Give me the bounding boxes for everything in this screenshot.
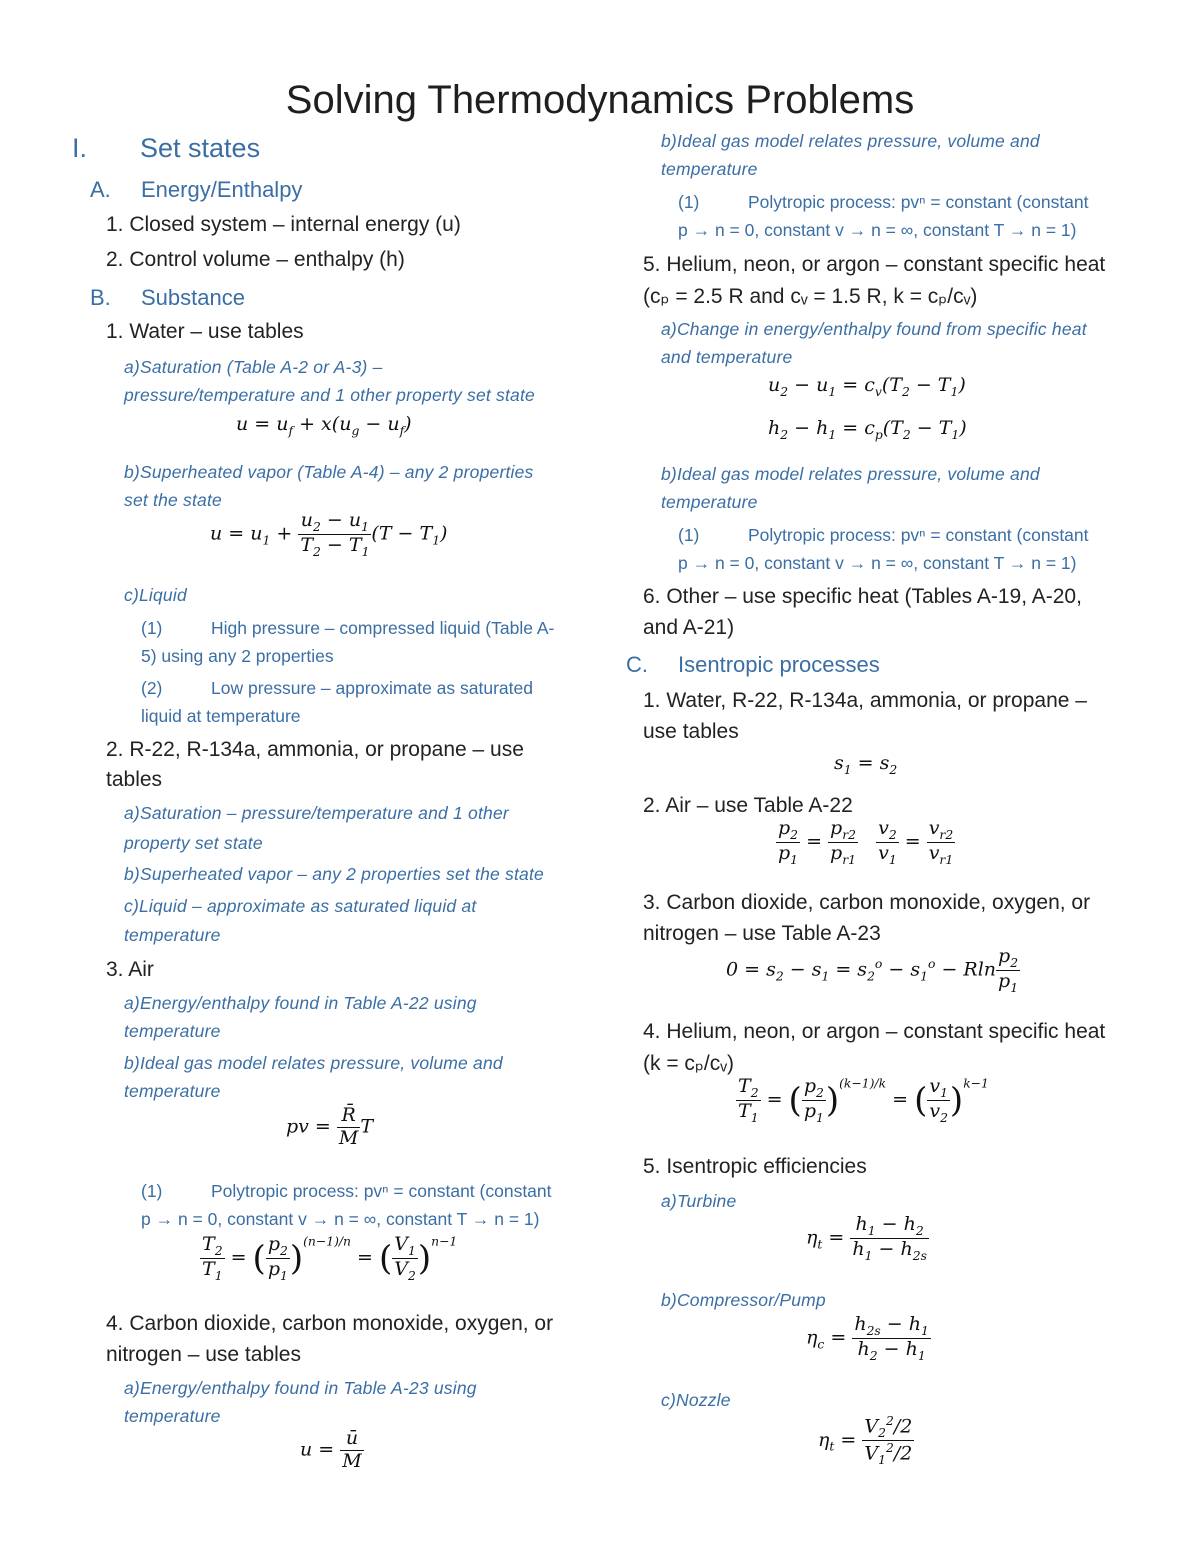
b5-energy-line1: a)Change in energy/enthalpy found from specific heat (661, 319, 1087, 339)
equation-delta-h: $h_2 - h_1 = c_p(T_2 - T_1)$ (768, 417, 967, 442)
section-i-heading: Set states (140, 133, 261, 163)
b3-idealgas-line1: b)Ideal gas model relates pressure, volume and (124, 1053, 503, 1073)
b2-liquid-line1: c)Liquid – approximate as saturated liquid at (124, 896, 477, 916)
item-c1-line2: use tables (643, 720, 739, 743)
c5-nozzle-label: c)Nozzle (661, 1390, 731, 1410)
item-c5: 5. Isentropic efficiencies (643, 1155, 867, 1178)
section-i-number: I. (72, 133, 88, 163)
b3-energy-line1: a)Energy/enthalpy found in Table A-22 using (124, 993, 477, 1013)
section-b-number: B. (90, 285, 111, 310)
item-b2-line1: 2. R-22, R-134a, ammonia, or propane – use (106, 738, 524, 761)
item-c1-line1: 1. Water, R-22, R-134a, ammonia, or propane – (643, 689, 1087, 712)
b2-saturation-line1: a)Saturation – pressure/temperature and 1 other (124, 803, 509, 823)
page-title: Solving Thermodynamics Problems (285, 78, 915, 122)
item-c3-line1: 3. Carbon dioxide, carbon monoxide, oxygen, or (643, 891, 1091, 914)
b3-polytropic-line2: p → n = 0, constant v → n = ∞, constant T → n = 1) (141, 1209, 540, 1229)
section-a-number: A. (90, 177, 111, 202)
equation-turbine-efficiency: $\eta_t$ = $\frac{h_1 - h_2}{h_1 - h_{2s}}$ (806, 1213, 927, 1263)
b3-polytropic-line1: Polytropic process: pvⁿ = constant (constant (211, 1181, 552, 1201)
section-a-heading: Energy/Enthalpy (141, 177, 303, 202)
b5-polytropic-line1: Polytropic process: pvⁿ = constant (constant (748, 525, 1089, 545)
equation-entropy-change: $0 = s_2 - s_1 = s_2^o - s_1^o - Rln$ $\frac{p_2}{p_1}$ (726, 945, 1019, 995)
equation-polytropic-relation: $\frac{T_2}{T_1}$ = ( $\frac{p_2}{p_1}$ )$^{(n-1)/n}$ = ( $\frac{V_1}{V_2}$ )$^{n-1}$ (202, 1233, 458, 1283)
b5-idealgas-line2: temperature (661, 492, 758, 512)
b4-polytropic-line1: Polytropic process: pvⁿ = constant (constant (748, 192, 1089, 212)
b1-saturation-line1: a)Saturation (Table A-2 or A-3) – (124, 357, 383, 377)
item-b6-line1: 6. Other – use specific heat (Tables A-19, A-20, (643, 585, 1082, 608)
b5-idealgas-line1: b)Ideal gas model relates pressure, volume and (661, 464, 1040, 484)
b1-liquid-1-line2: 5) using any 2 properties (141, 646, 334, 666)
equation-molar-energy: u = $\frac{ū}{M}$ (300, 1427, 362, 1472)
b5-polytropic-number: (1) (678, 525, 700, 545)
b1-superheated-line2: set the state (124, 490, 222, 510)
b4-idealgas-line1: b)Ideal gas model relates pressure, volume and (661, 131, 1040, 151)
b4-energy-line1: a)Energy/enthalpy found in Table A-23 using (124, 1378, 477, 1398)
item-b4-line2: nitrogen – use tables (106, 1343, 301, 1366)
b1-liquid-2-number: (2) (141, 678, 163, 698)
b4-polytropic-number: (1) (678, 192, 700, 212)
item-a2: 2. Control volume – enthalpy (h) (106, 248, 405, 271)
item-a1: 1. Closed system – internal energy (u) (106, 213, 461, 236)
item-b3: 3. Air (106, 958, 154, 981)
b1-saturation-line2: pressure/temperature and 1 other property set state (124, 385, 535, 405)
equation-nozzle-efficiency: $\eta_t$ = $\frac{V_2^2/2}{V_1^2/2}$ (818, 1414, 913, 1468)
equation-isentropic: $s_1 = s_2$ (834, 752, 898, 777)
equation-compressor-efficiency: $\eta_c$ = $\frac{h_{2s} - h_1}{h_2 - h_1}$ (806, 1313, 929, 1363)
b2-saturation-line2: property set state (124, 833, 263, 853)
b1-superheated-line1: b)Superheated vapor (Table A-4) – any 2 properties (124, 462, 534, 482)
b1-liquid-1-number: (1) (141, 618, 163, 638)
b3-idealgas-line2: temperature (124, 1081, 221, 1101)
section-c-number: C. (626, 652, 648, 677)
b1-liquid-1-line1: High pressure – compressed liquid (Table A- (211, 618, 555, 638)
b2-superheated: b)Superheated vapor – any 2 properties set the state (124, 864, 544, 884)
b1-liquid-2-line1: Low pressure – approximate as saturated (211, 678, 533, 698)
item-b4-line1: 4. Carbon dioxide, carbon monoxide, oxygen, or (106, 1312, 554, 1335)
equation-isentropic-relation: $\frac{T_2}{T_1}$ = ( $\frac{p_2}{p_1}$ )$^{(k-1)/k}$ = ( $\frac{v_1}{v_2}$ )$^{k-1}$ (738, 1075, 989, 1125)
equation-relative-pressure-volume: $\frac{p_2}{p_1}$ = $\frac{p_{r2}}{p_{r1}}$ $\frac{v_2}{v_1}$ = $\frac{v_{r2}}{v_{r1}}$ (778, 817, 954, 867)
b1-liquid-label: c)Liquid (124, 585, 187, 605)
item-b6-line2: and A-21) (643, 616, 735, 639)
item-c3-line2: nitrogen – use Table A-23 (643, 922, 881, 945)
b4-energy-line2: temperature (124, 1406, 221, 1426)
item-c4-line1: 4. Helium, neon, or argon – constant specific heat (643, 1020, 1106, 1043)
item-b5-line1: 5. Helium, neon, or argon – constant specific heat (643, 253, 1106, 276)
c5-compressor-label: b)Compressor/Pump (661, 1290, 826, 1310)
item-b5-line2: (cₚ = 2.5 R and cᵥ = 1.5 R, k = cₚ/cᵥ) (643, 285, 978, 308)
equation-delta-u: $u_2 - u_1 = c_v(T_2 - T_1)$ (768, 374, 966, 399)
b4-polytropic-line2: p → n = 0, constant v → n = ∞, constant T → n = 1) (678, 220, 1077, 240)
b3-energy-line2: temperature (124, 1021, 221, 1041)
item-c2: 2. Air – use Table A-22 (643, 794, 853, 817)
b2-liquid-line2: temperature (124, 925, 221, 945)
item-b2-line2: tables (106, 768, 163, 791)
equation-quality-energy: $u = u_f + x(u_g - u_f)$ (236, 413, 412, 438)
equation-interpolation: $u = u_1$ + $\frac{u_2 - u_1}{T_2 - T_1}$ $(T - T_1)$ (210, 509, 448, 559)
c5-turbine-label: a)Turbine (661, 1191, 737, 1211)
b1-liquid-2-line2: liquid at temperature (141, 706, 301, 726)
b4-idealgas-line2: temperature (661, 159, 758, 179)
section-c-heading: Isentropic processes (678, 652, 880, 677)
equation-ideal-gas: pv = $\frac{R̄}{M}$ T (286, 1104, 374, 1149)
b5-energy-line2: and temperature (661, 347, 793, 367)
section-b-heading: Substance (141, 285, 245, 310)
item-b1: 1. Water – use tables (106, 320, 304, 343)
item-c4-line2: (k = cₚ/cᵥ) (643, 1052, 734, 1075)
b5-polytropic-line2: p → n = 0, constant v → n = ∞, constant T → n = 1) (678, 553, 1077, 573)
b3-polytropic-number: (1) (141, 1181, 163, 1201)
